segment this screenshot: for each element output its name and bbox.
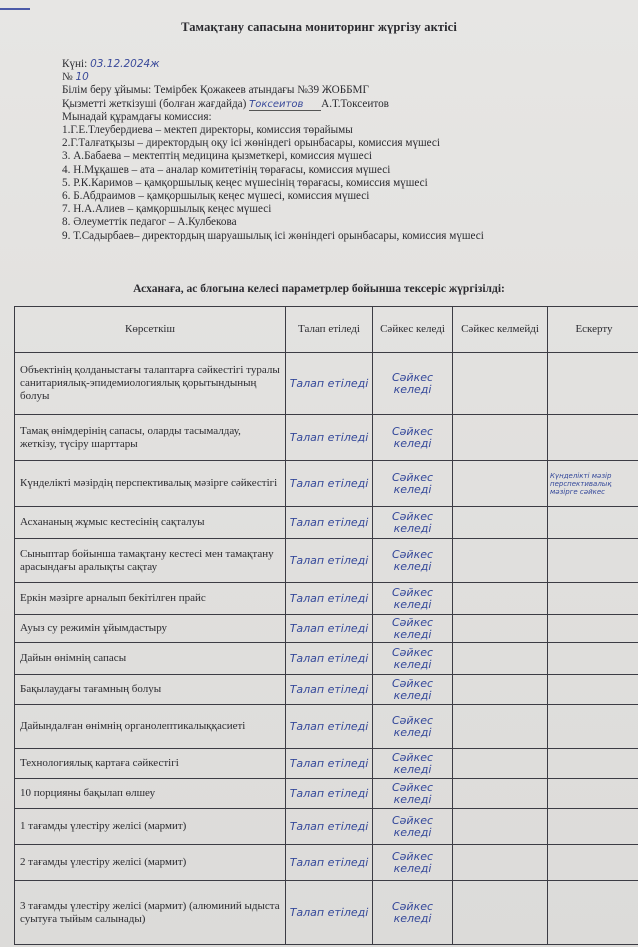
header-indicator: Көрсеткіш bbox=[15, 307, 286, 353]
indicator-cell: 2 тағамды үлестіру желісі (мармит) bbox=[15, 845, 286, 881]
not-complies-cell bbox=[453, 415, 548, 461]
header-not-complies: Сәйкес келмейді bbox=[453, 307, 548, 353]
table-row bbox=[15, 539, 638, 583]
complies-cell: Сәйкес келеді bbox=[373, 615, 453, 643]
required-cell: Талап етіледі bbox=[286, 507, 373, 539]
table-row bbox=[15, 749, 638, 779]
responsible-name: А.Т.Токсеитов bbox=[321, 97, 389, 110]
indicator-cell: Сыныптар бойынша тамақтану кестесі мен тамақтану арасындағы аралықты сақтау bbox=[15, 539, 286, 583]
table-row bbox=[15, 809, 638, 845]
note-cell bbox=[548, 415, 638, 461]
header-complies: Сәйкес келеді bbox=[373, 307, 453, 353]
note-cell bbox=[548, 705, 638, 749]
table-row bbox=[15, 507, 638, 539]
not-complies-cell bbox=[453, 643, 548, 675]
date-line bbox=[62, 58, 622, 71]
note-cell bbox=[548, 643, 638, 675]
table-subtitle: Асханаға, ас блогына келесі параметрлер бойынша тексеріс жүргізілді: bbox=[133, 283, 505, 295]
required-cell: Талап етіледі bbox=[286, 643, 373, 675]
complies-cell: Сәйкес келеді bbox=[373, 749, 453, 779]
note-cell bbox=[548, 675, 638, 705]
not-complies-cell bbox=[453, 881, 548, 945]
table-row bbox=[15, 675, 638, 705]
table-row bbox=[15, 845, 638, 881]
complies-cell: Сәйкес келеді bbox=[373, 507, 453, 539]
header-required: Талап етіледі bbox=[286, 307, 373, 353]
commission-member: 1.Г.Е.Тлеубердиева – мектеп директоры, комиссия төрайымы bbox=[62, 124, 353, 137]
indicator-cell: 3 тағамды үлестіру желісі (мармит) (алюминий ыдыста суытуға тыйым салынады) bbox=[15, 881, 286, 945]
note-cell: Күнделікті мәзір перспективалық мәзірге сәйкес bbox=[548, 461, 638, 507]
table-header-row bbox=[15, 307, 638, 353]
required-cell: Талап етіледі bbox=[286, 809, 373, 845]
indicator-cell: 10 порцияны бақылап өлшеу bbox=[15, 779, 286, 809]
document-title: Тамақтану сапасына мониторинг жүргізу актісі bbox=[181, 20, 457, 34]
commission-list bbox=[62, 124, 622, 243]
note-cell bbox=[548, 507, 638, 539]
indicator-cell: Еркін мәзірге арналып бекітілген прайс bbox=[15, 583, 286, 615]
number-line bbox=[62, 71, 622, 84]
not-complies-cell bbox=[453, 539, 548, 583]
commission-member: 6. Б.Абдраимов – қамқоршылық кеңес мүшесі, комиссия мүшесі bbox=[62, 190, 370, 203]
complies-cell: Сәйкес келеді bbox=[373, 643, 453, 675]
table-row bbox=[15, 881, 638, 945]
complies-cell: Сәйкес келеді bbox=[373, 353, 453, 415]
commission-member: 7. Н.А.Алиев – қамқоршылық кеңес мүшесі bbox=[62, 203, 272, 216]
date-label: Күні: bbox=[62, 58, 88, 70]
table-row bbox=[15, 643, 638, 675]
note-cell bbox=[548, 881, 638, 945]
note-cell bbox=[548, 749, 638, 779]
date-value: 03.12.2024ж bbox=[90, 58, 160, 70]
complies-cell: Сәйкес келеді bbox=[373, 675, 453, 705]
required-cell: Талап етіледі bbox=[286, 675, 373, 705]
complies-cell: Сәйкес келеді bbox=[373, 705, 453, 749]
not-complies-cell bbox=[453, 779, 548, 809]
table-row bbox=[15, 353, 638, 415]
table-row bbox=[15, 615, 638, 643]
commission-member: 4. Н.Мұқашев – ата – аналар комитетінің төрағасы, комиссия мүшесі bbox=[62, 163, 391, 176]
number-label: № bbox=[62, 71, 73, 84]
not-complies-cell bbox=[453, 675, 548, 705]
responsible-prefix: Қызметті жеткізуші (болған жағдайда) bbox=[62, 97, 247, 110]
note-cell bbox=[548, 779, 638, 809]
required-cell: Талап етіледі bbox=[286, 615, 373, 643]
note-cell bbox=[548, 583, 638, 615]
required-cell: Талап етіледі bbox=[286, 415, 373, 461]
not-complies-cell bbox=[453, 583, 548, 615]
required-cell: Талап етіледі bbox=[286, 749, 373, 779]
indicator-cell: Дайындалған өнімнің органолептикалыққасиеті bbox=[15, 705, 286, 749]
not-complies-cell bbox=[453, 507, 548, 539]
not-complies-cell bbox=[453, 705, 548, 749]
commission-member: 8. Әлеуметтік педагог – А.Кулбекова bbox=[62, 216, 237, 229]
commission-member: 9. Т.Садырбаев– директордың шаруашылық ісі жөніндегі орынбасары, комиссия мүшесі bbox=[62, 229, 484, 242]
complies-cell: Сәйкес келеді bbox=[373, 415, 453, 461]
required-cell: Талап етіледі bbox=[286, 353, 373, 415]
commission-intro: Мынадай құрамдағы комиссия: bbox=[62, 110, 212, 123]
required-cell: Талап етіледі bbox=[286, 461, 373, 507]
required-cell: Талап етіледі bbox=[286, 539, 373, 583]
note-cell bbox=[548, 353, 638, 415]
indicator-cell: Технологиялық картаға сәйкестігі bbox=[15, 749, 286, 779]
inspection-table bbox=[14, 306, 638, 945]
organization: Білім беру ұйымы: Темірбек Қожакеев атындағы №39 ЖОББМГ bbox=[62, 84, 369, 97]
table-row bbox=[15, 415, 638, 461]
table-row bbox=[15, 705, 638, 749]
complies-cell: Сәйкес келеді bbox=[373, 809, 453, 845]
note-cell bbox=[548, 809, 638, 845]
responsible-line bbox=[62, 98, 622, 111]
not-complies-cell bbox=[453, 845, 548, 881]
responsible-signature: Токсеитов bbox=[249, 100, 321, 111]
required-cell: Талап етіледі bbox=[286, 779, 373, 809]
indicator-cell: Дайын өнімнің сапасы bbox=[15, 643, 286, 675]
not-complies-cell bbox=[453, 809, 548, 845]
not-complies-cell bbox=[453, 749, 548, 779]
complies-cell: Сәйкес келеді bbox=[373, 583, 453, 615]
required-cell: Талап етіледі bbox=[286, 881, 373, 945]
required-cell: Талап етіледі bbox=[286, 845, 373, 881]
commission-member: 5. Р.К.Каримов – қамқоршылық кеңес мүшесінің төрағасы, комиссия мүшесі bbox=[62, 176, 428, 189]
commission-member: 2.Г.Талғатқызы – директордың оқу ісі жөніндегі орынбасары, комиссия мүшесі bbox=[62, 137, 440, 150]
complies-cell: Сәйкес келеді bbox=[373, 539, 453, 583]
number-value: 10 bbox=[75, 71, 89, 84]
required-cell: Талап етіледі bbox=[286, 583, 373, 615]
table-row bbox=[15, 779, 638, 809]
indicator-cell: Тамақ өнімдерінің сапасы, оларды тасымалдау, жеткізу, түсіру шарттары bbox=[15, 415, 286, 461]
indicator-cell: 1 тағамды үлестіру желісі (мармит) bbox=[15, 809, 286, 845]
header-note: Ескерту bbox=[548, 307, 638, 353]
info-block bbox=[62, 58, 622, 243]
not-complies-cell bbox=[453, 615, 548, 643]
required-cell: Талап етіледі bbox=[286, 705, 373, 749]
pen-mark bbox=[0, 8, 30, 10]
indicator-cell: Асхананың жұмыс кестесінің сақталуы bbox=[15, 507, 286, 539]
complies-cell: Сәйкес келеді bbox=[373, 461, 453, 507]
indicator-cell: Бақылаудағы тағамның болуы bbox=[15, 675, 286, 705]
table-row bbox=[15, 461, 638, 507]
table-row bbox=[15, 583, 638, 615]
complies-cell: Сәйкес келеді bbox=[373, 881, 453, 945]
commission-member: 3. А.Бабаева – мектептің медицина қызметкері, комиссия мүшесі bbox=[62, 150, 372, 163]
indicator-cell: Ауыз су режимін ұйымдастыру bbox=[15, 615, 286, 643]
indicator-cell: Объектінің қолданыстағы талаптарға сәйкестігі туралы санитариялық-эпидемиологиялық қорытындының болуы bbox=[15, 353, 286, 415]
not-complies-cell bbox=[453, 353, 548, 415]
complies-cell: Сәйкес келеді bbox=[373, 779, 453, 809]
complies-cell: Сәйкес келеді bbox=[373, 845, 453, 881]
indicator-cell: Күнделікті мәзірдің перспективалық мәзірге сәйкестігі bbox=[15, 461, 286, 507]
note-cell bbox=[548, 615, 638, 643]
note-cell bbox=[548, 539, 638, 583]
note-cell bbox=[548, 845, 638, 881]
not-complies-cell bbox=[453, 461, 548, 507]
